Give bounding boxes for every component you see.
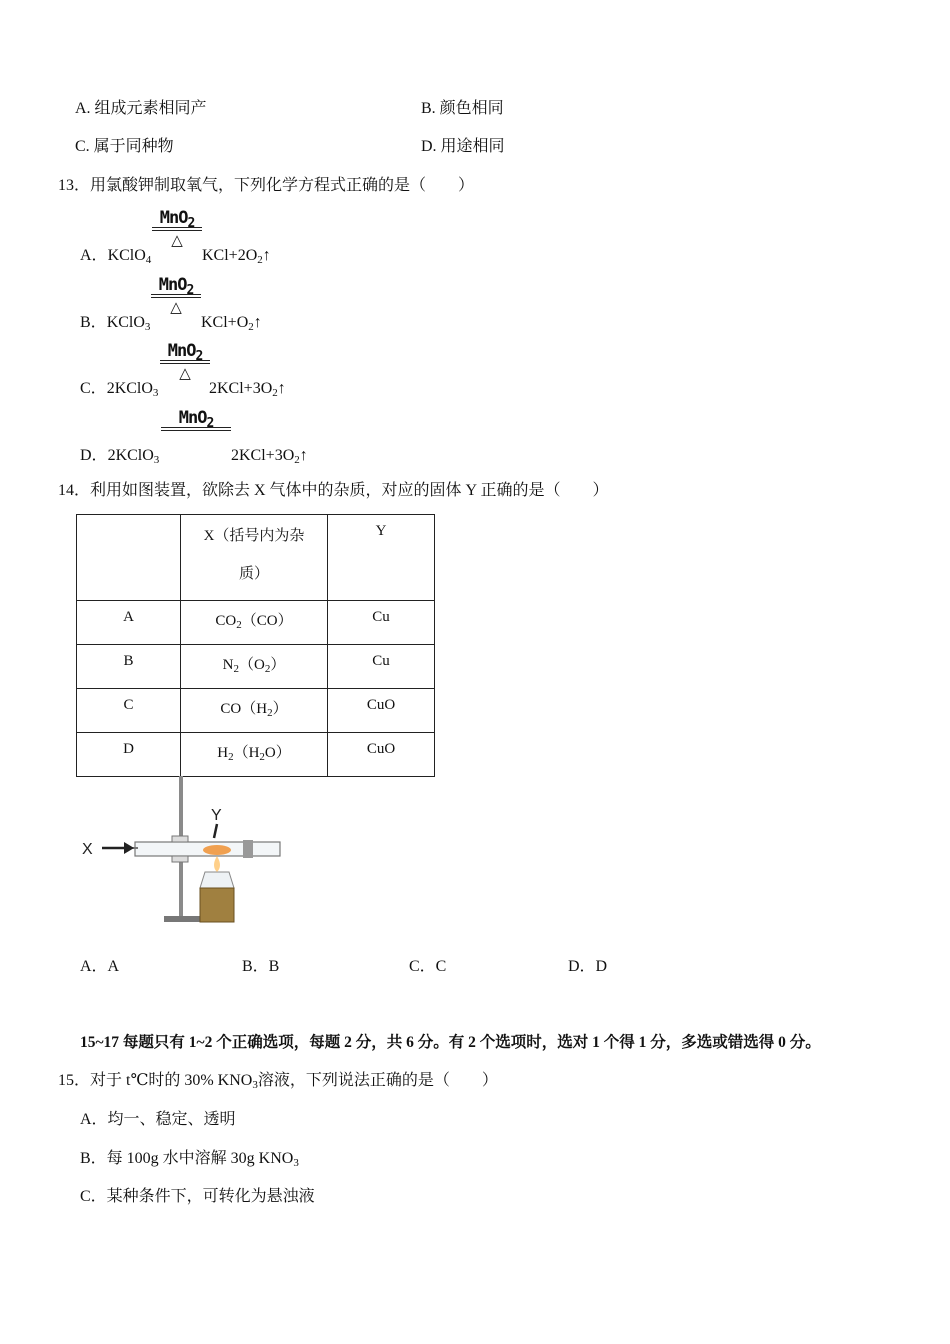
reactant: KClO [107,247,146,264]
q13-a-catalyst-condition: MnO$_2$ △ [152,209,202,249]
reactant: KClO [106,314,145,331]
q13-b-catalyst-condition: MnO$_2$ △ [151,276,201,316]
catalyst-label: MnO [159,208,188,228]
q13-d-catalyst-condition: MnO$_2$ [161,409,231,431]
q13-option-c-product: $2KCl+3O_2↑$ [209,380,286,399]
table-corner-cell [77,515,181,601]
product: 2KCl+3O [231,447,295,464]
gas-arrow: ↑ [299,447,308,464]
option-label: C． [80,380,107,397]
q14-stem: 14．利用如图装置，欲除去 X 气体中的杂质，对应的固体 Y 正确的是（ ） [58,482,609,499]
option-label: B． [80,314,107,331]
q12-option-a: A. 组成元素相同产 [75,100,207,117]
q12-option-b: B. 颜色相同 [421,100,504,117]
catalyst-label: MnO [158,275,187,295]
q14-option-d: D．D [568,958,608,975]
alcohol-lamp [200,872,234,888]
table-row: B $N_2(O_2)$ Cu [77,645,435,689]
heat-symbol: △ [171,231,183,249]
q14-table [76,514,435,777]
heat-symbol: △ [170,298,182,316]
catalyst-label: MnO [178,408,207,428]
reactant: 2KClO [106,380,153,397]
q13-option-a-product: $KCl+2O_2↑$ [202,247,271,266]
q13-c-catalyst-condition: MnO$_2$ △ [160,342,210,382]
gas-arrow: ↑ [253,314,262,331]
q13-option-d-product: $2KCl+3O_2↑$ [231,447,308,466]
wooden-block [200,888,234,922]
q13-option-b: B．KClO$_3$ [80,314,151,333]
section-note: 15~17 每题只有 1~2 个正确选项，每题 2 分，共 6 分。有 2 个选项时，选对 1 个得 1 分，多选或错选得 0 分。 [80,1034,821,1051]
table-header-row [77,515,435,601]
q15-option-a: A．均一、稳定、透明 [80,1111,236,1128]
solid-y [203,845,231,855]
heat-symbol: △ [179,364,191,382]
q13-option-c: C．2KClO$_3$ [80,380,159,399]
q14-option-c: C．C [409,958,447,975]
q15-option-c: C．某种条件下，可转化为悬浊液 [80,1188,315,1205]
y-pointer [214,824,217,838]
option-label: D． [80,447,108,464]
table-row: C $CO(H_2)$ CuO [77,689,435,733]
table-header-y: Y [328,515,435,601]
catalyst-label: MnO [167,341,196,361]
product: KCl+O [201,314,249,331]
table-header-x: X（括号内为杂 质） [181,515,328,601]
y-label: Y [211,807,222,824]
gas-arrow: ↑ [277,380,286,397]
apparatus-figure [80,776,285,931]
stopper [243,840,253,858]
q13-option-b-product: $KCl+O_2↑$ [201,314,262,333]
q15-option-b: B．每 100g 水中溶解 30g $KNO_3$ [80,1150,299,1169]
q13-stem: 13．用氯酸钾制取氧气，下列化学方程式正确的是（ ） [58,177,475,194]
product: 2KCl+3O [209,380,273,397]
gas-arrow: ↑ [262,247,271,264]
flow-arrow-head [124,842,134,854]
q13-option-a: A．KClO$_4$ [80,247,152,266]
option-label: A． [80,247,108,264]
x-label: X [82,841,93,858]
q15-stem: 15．对于 t℃时的 30% $KNO_3$溶液，下列说法正确的是（ ） [58,1072,498,1091]
clamp-top [172,836,188,842]
reactant: 2KClO [107,447,154,464]
flame [214,856,220,872]
table-row: A $CO_2(CO)$ Cu [77,601,435,645]
q13-option-d: D．2KClO$_3$ [80,447,160,466]
q14-option-a: A．A [80,958,120,975]
q12-option-c: C. 属于同种物 [75,138,174,155]
q14-option-b: B．B [242,958,280,975]
q12-option-d: D. 用途相同 [421,138,505,155]
product: KCl+2O [202,247,258,264]
clamp-bottom [172,856,188,862]
table-row: D $H_2(H_2O)$ CuO [77,733,435,777]
